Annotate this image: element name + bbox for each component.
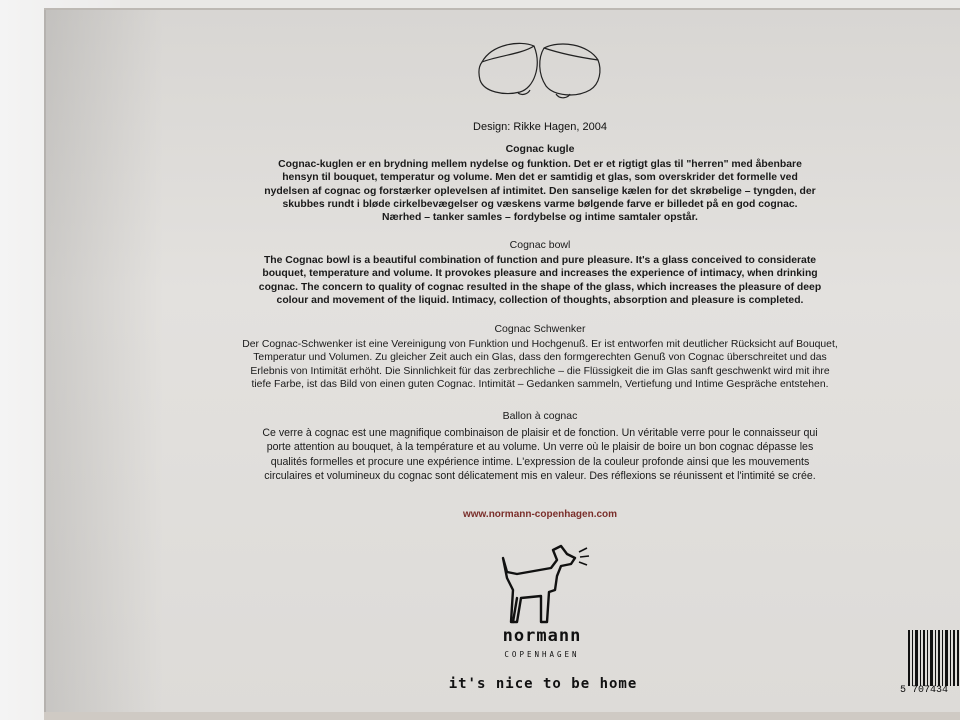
text-line: colour and movement of the liquid. Intimacy, collection of thoughts, absorption and pleasure is completed.	[276, 294, 804, 306]
website-url: www.normann-copenhagen.com	[462, 509, 618, 520]
text-line: porte attention au bouquet, à la température et au volume. Un verre où le plaisir de boire un bon cognac dépasse les	[266, 441, 814, 453]
section-title: Cognac Schwenker	[494, 323, 586, 335]
design-credit: Design: Rikke Hagen, 2004	[473, 121, 607, 133]
cognac-glasses-icon	[472, 36, 608, 106]
box-bottom-edge	[44, 712, 960, 720]
text-line: hensyn til bouquet, temperatur og volume. Men det er samtidig et glas, som overskrider det formelle ved	[282, 172, 798, 184]
section-title: Cognac bowl	[509, 239, 571, 251]
text-line: circulaires et volumineux du cognac sont délicatement mis en valeur. Des réflexions se réunissent et l'intimité se crée.	[264, 470, 816, 482]
text-line: The Cognac bowl is a beautiful combination of function and pure pleasure. It's a glass conceived to considerate	[263, 255, 817, 267]
section-german	[210, 323, 870, 391]
brand-sub: COPENHAGEN	[504, 650, 580, 659]
text-line: Ce verre à cognac est une magnifique combinaison de plaisir et de fonction. Un véritable verre pour le connaisseur qui	[262, 426, 818, 439]
section-english	[210, 239, 870, 307]
text-line: Nærhed – tanker samles – fordybelse og intime samtaler opstår.	[382, 212, 698, 224]
dog-logo-icon	[495, 538, 595, 628]
section-title: Cognac kugle	[505, 143, 575, 155]
brand-name: normann	[502, 626, 582, 646]
section-french	[210, 409, 870, 484]
text-line: skubbes rundt i bløde cirkelbevægelser og væskens varme bølgende farve er billedet på en god cognac.	[282, 198, 798, 210]
text-line: Erlebnis von Intimität erhöht. Die Sinnlichkeit für das zerbrechliche – die Flüssigkeit die im Glas sanft geschwenkt wird mit ihre	[250, 365, 830, 377]
barcode-icon	[906, 630, 960, 686]
text-line: tiefe Farbe, ist das Bild von einen guten Cognac. Intimität – Gedanken sammeln, Vertiefung und Intime Gespräche entstehen.	[251, 378, 829, 390]
section-title: Ballon à cognac	[502, 410, 578, 422]
text-line: nydelsen af cognac og forstærker oplevelsen af intimitet. Den sanselige kælen for det skrøbelige – tyngden, der	[264, 185, 816, 197]
text-line: cognac. The concern to quality of cognac resulted in the shape of the glass, which increases the pleasure of deep	[258, 281, 822, 293]
barcode-number: 5 707434	[900, 685, 949, 696]
section-danish	[210, 143, 870, 224]
box-shadow	[44, 10, 164, 715]
brand-tagline: it's nice to be home	[448, 676, 638, 692]
text-line: Temperatur und Volumen. Zu gleicher Zeit auch ein Glas, dass den formgerechten Genuß von Cognac überschreitet und das	[253, 352, 827, 364]
text-line: qualités formelles et procure une expérience intime. L'expression de la couleur profonde ainsi que les mouvements	[270, 455, 810, 468]
text-line: Cognac-kuglen er en brydning mellem nydelse og funktion. Det er et rigtigt glas til "herren" med åbenbare	[278, 159, 802, 171]
text-line: bouquet, temperature and volume. It provokes pleasure and increases the experience of intimacy, when drinking	[262, 268, 818, 280]
text-line: Der Cognac-Schwenker ist eine Vereinigung von Funktion und Hochgenuß. Er ist entworfen mit deutlicher Rücksicht auf Bouquet,	[242, 339, 838, 351]
